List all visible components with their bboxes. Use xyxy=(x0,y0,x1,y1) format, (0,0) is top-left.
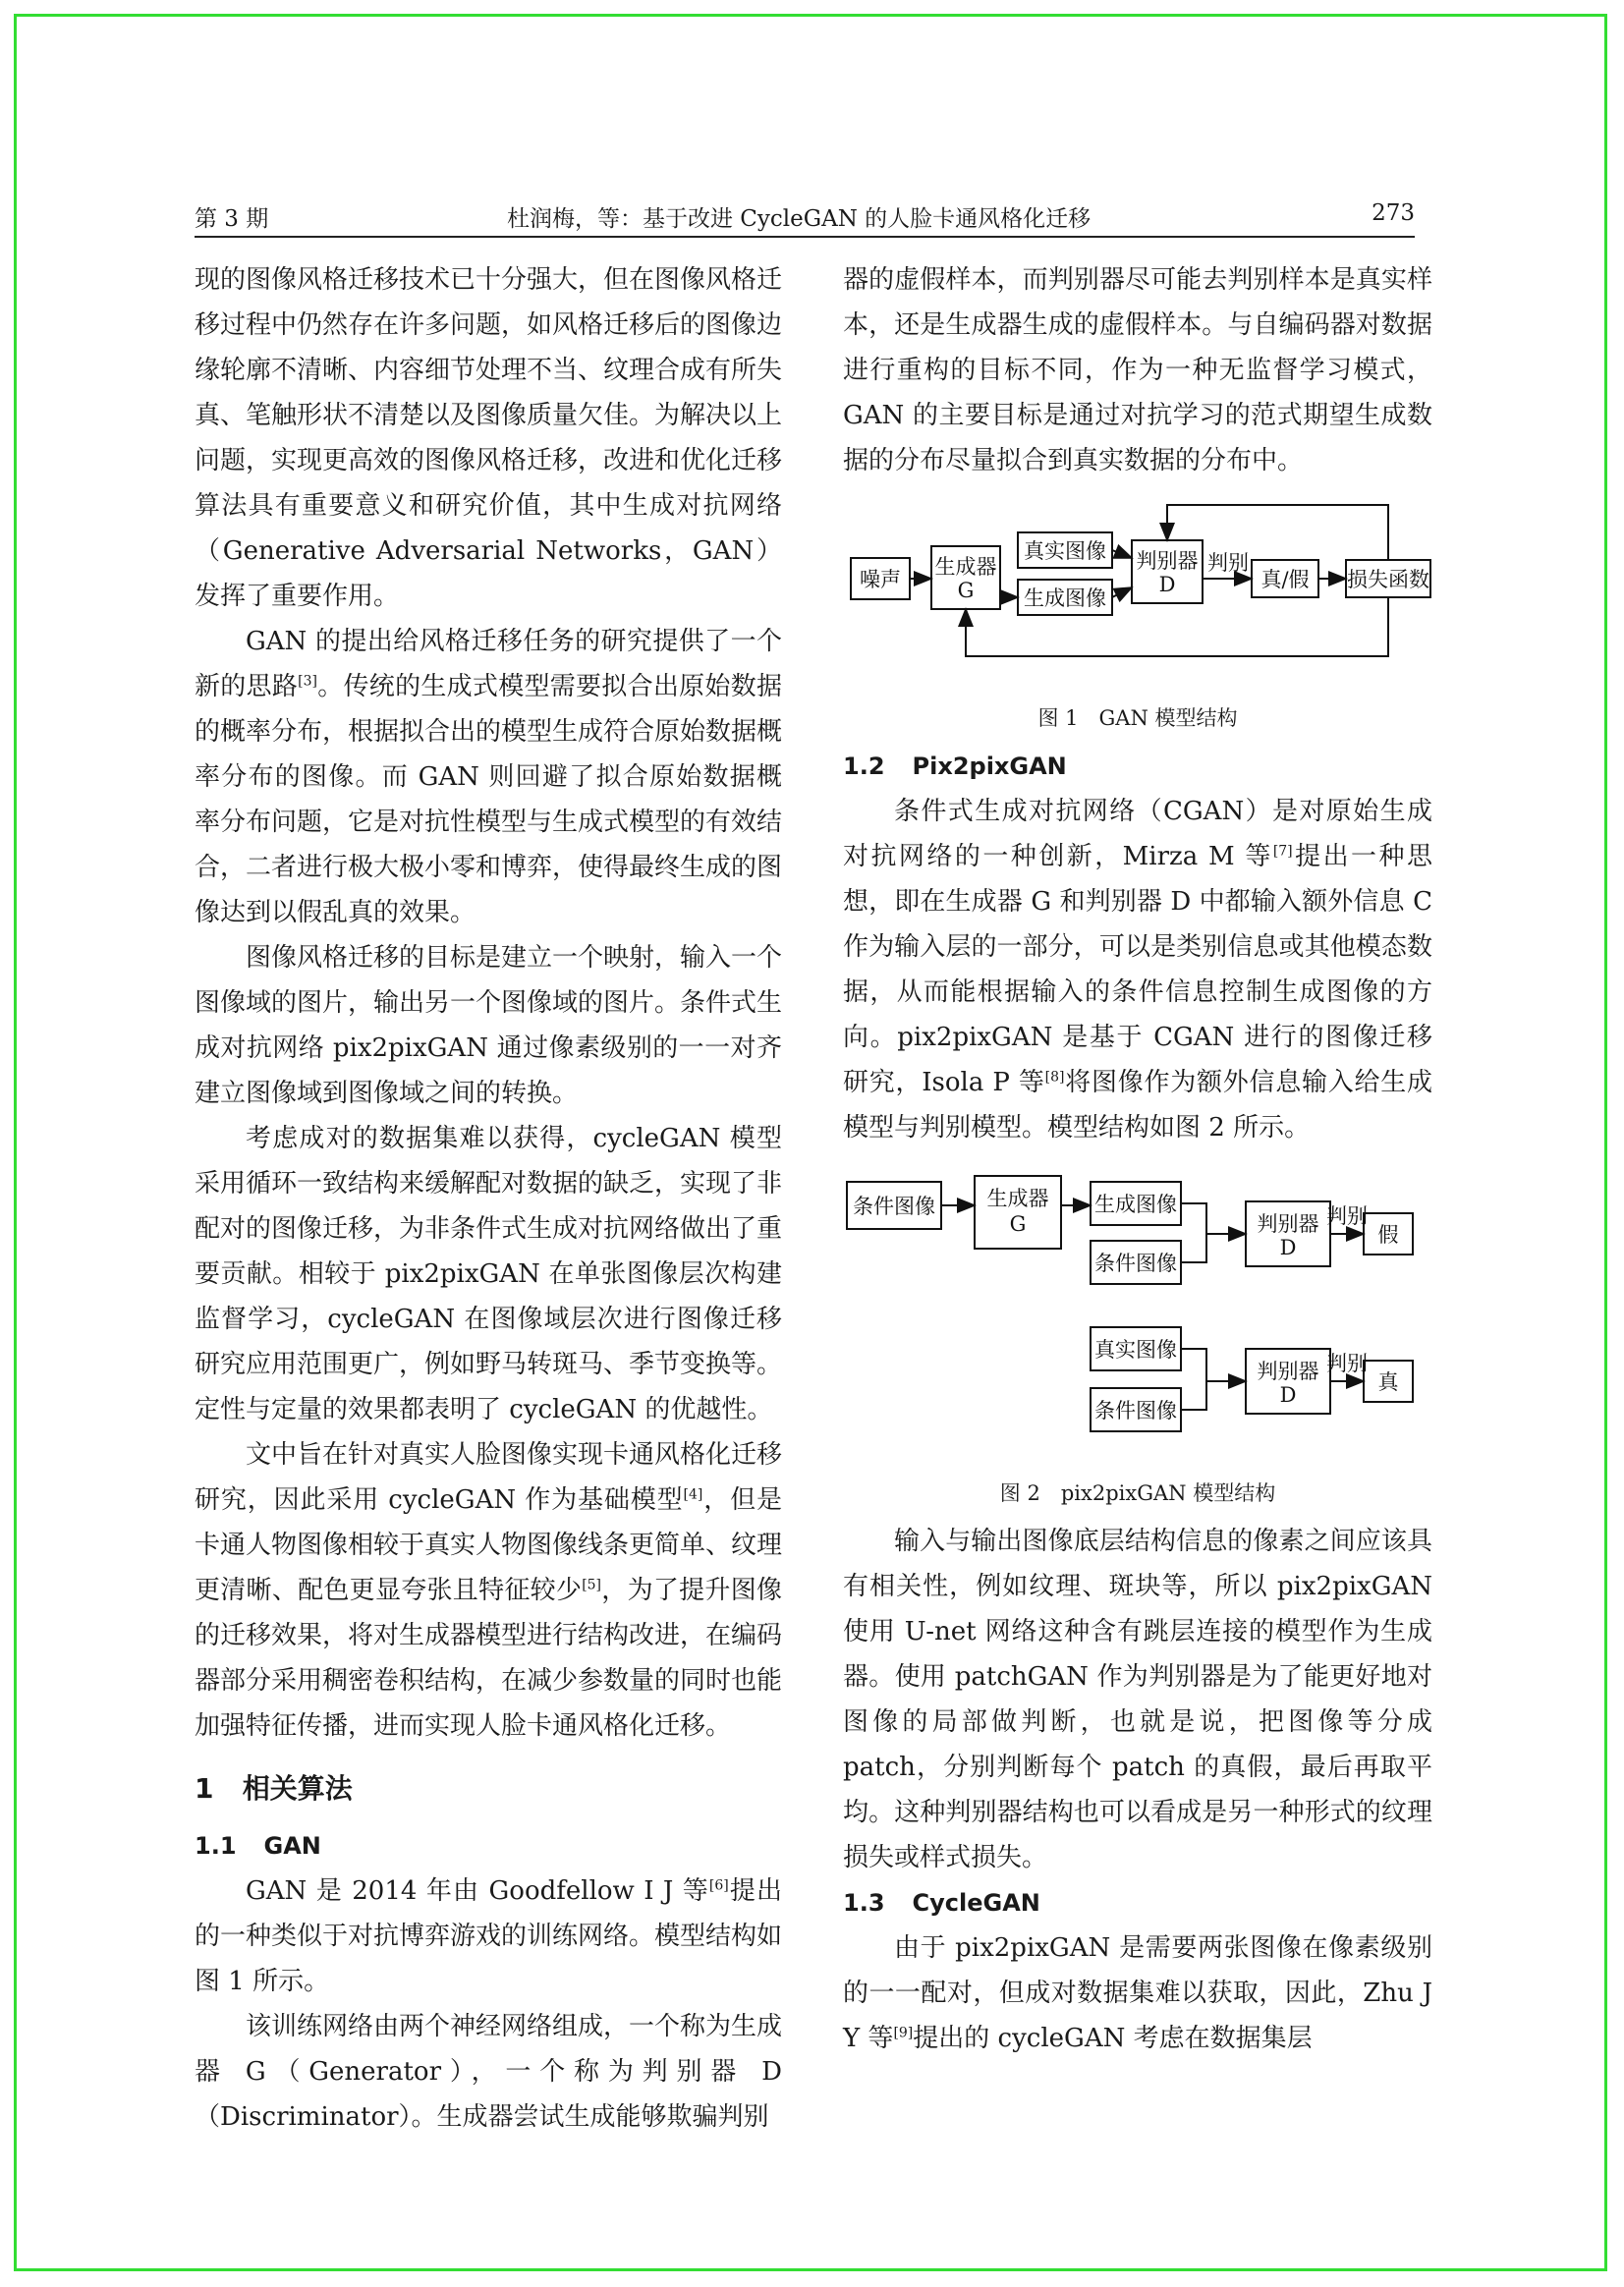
discriminator-label: 判别器 xyxy=(1257,1212,1319,1236)
fake-label: 假 xyxy=(1377,1223,1399,1247)
paragraph: 现的图像风格迁移技术已十分强大，但在图像风格迁移过程中仍然存在许多问题，如风格迁移后的图像边缘轮廓不清晰、内容细节处理不当、纹理合成有所失真、笔触形状不清楚以及图像质量欠佳。为解决以上问题，实现更高效的图像风格迁移，改进和优化迁移算法具有重要意义和研究价值，其中生成对抗网络（Generative Adversarial Networks，GAN）发挥了重要作用。 xyxy=(195,265,783,611)
paragraph: 该训练网络由两个神经网络组成，一个称为生成器 G（Generator），一个称为判别器 D（Discriminator）。生成器尝试生成能够欺骗判别 xyxy=(195,2012,783,2132)
right-column xyxy=(843,257,1432,2061)
pix2pix-diagram xyxy=(843,1160,1432,1455)
running-title: 杜润梅，等：基于改进 CycleGAN 的人脸卡通风格化迁移 xyxy=(507,206,1092,232)
generated-image-label: 生成图像 xyxy=(1024,586,1106,610)
subsection-heading: 1.2 Pix2pixGAN xyxy=(843,753,1067,780)
figure-caption: 图 2 pix2pixGAN 模型结构 xyxy=(999,1481,1276,1505)
judge-label: 判别 xyxy=(1326,1204,1368,1228)
generator-label: 生成器 xyxy=(986,1187,1049,1210)
real-image-label: 真实图像 xyxy=(1024,539,1106,563)
citation: [5] xyxy=(582,1577,602,1593)
real-label: 真 xyxy=(1377,1370,1399,1394)
paragraph: 输入与输出图像底层结构信息的像素之间应该具有相关性，例如纹理、斑块等，所以 pix2pixGAN 使用 U-net 网络这种含有跳层连接的模型作为生成器。使用 patchGAN 作为判别器是为了能更好地对图像的局部做判断，也就是说，把图像等分成 patch，分别判断每个 patch 的真假，最后再取平均。这种判别器结构也可以看成是另一种形式的纹理损失或样式损失。 xyxy=(843,1527,1432,1872)
loss-label: 损失函数 xyxy=(1347,568,1429,591)
condition-image-label: 条件图像 xyxy=(853,1195,935,1218)
real-image-label: 真实图像 xyxy=(1094,1338,1177,1362)
svg-text:G: G xyxy=(1009,1212,1027,1236)
citation: [8] xyxy=(1044,1069,1065,1086)
discriminator-label: 判别器 xyxy=(1136,549,1199,573)
paragraph: 考虑成对的数据集难以获得，cycleGAN 模型采用循环一致结构来缓解配对数据的缺乏，实现了非配对的图像迁移，为非条件式生成对抗网络做出了重要贡献。相较于 pix2pixGAN 在单张图像层次构建监督学习，cycleGAN 在图像域层次进行图像迁移研究应用范围更广，例如野马转斑马、季节变换等。定性与定量的效果都表明了 cycleGAN 的优越性。 xyxy=(195,1124,783,1424)
left-column xyxy=(195,257,782,2140)
svg-text:D: D xyxy=(1279,1383,1297,1407)
noise-label: 噪声 xyxy=(860,568,901,591)
issue-label: 第 3 期 xyxy=(195,206,269,232)
section-heading: 1 相关算法 xyxy=(195,1772,353,1805)
paragraph: 图像风格迁移的目标是建立一个映射，输入一个图像域的图片，输出另一个图像域的图片。条件式生成对抗网络 pix2pixGAN 通过像素级别的一一对齐建立图像域到图像域之间的转换。 xyxy=(195,943,783,1108)
running-header xyxy=(195,196,1415,238)
svg-text:G: G xyxy=(957,579,975,602)
paragraph: 由于 pix2pixGAN 是需要两张图像在像素级别的一一配对，但成对数据集难以获取，因此，Zhu J Y 等[9]提出的 cycleGAN 考虑在数据集层 xyxy=(843,1933,1432,2053)
figure-2 xyxy=(843,1160,1432,1509)
judge-label: 判别 xyxy=(1207,551,1249,575)
citation: [4] xyxy=(683,1486,703,1503)
paragraph: 文中旨在针对真实人脸图像实现卡通风格化迁移研究，因此采用 cycleGAN 作为基础模型[4]，但是卡通人物图像相较于真实人物图像线条更简单、纹理更清晰、配色更显夸张且特征较少[5]，为了提升图像的迁移效果，将对生成器模型进行结构改进，在编码器部分采用稠密卷积结构，在减少参数量的同时也能加强特征传播，进而实现人脸卡通风格化迁移。 xyxy=(195,1440,783,1741)
paragraph: GAN 的提出给风格迁移任务的研究提供了一个新的思路[3]。传统的生成式模型需要拟合出原始数据的概率分布，根据拟合出的模型生成符合原始数据概率分布的图像。而 GAN 则回避了拟合原始数据概率分布问题，它是对抗性模型与生成式模型的有效结合，二者进行极大极小零和博弈，使得最终生成的图像达到以假乱真的效果。 xyxy=(195,627,783,927)
discriminator-label: 判别器 xyxy=(1257,1360,1319,1383)
figure-1 xyxy=(843,493,1432,734)
citation: [7] xyxy=(1272,843,1293,860)
citation: [3] xyxy=(298,673,317,690)
paragraph: 条件式生成对抗网络（CGAN）是对原始生成对抗网络的一种创新，Mirza M 等[7]提出一种思想，即在生成器 G 和判别器 D 中都输入额外信息 C 作为输入层的一部分，可以是类别信息或其他模态数据，从而能根据输入的条件信息控制生成图像的方向。pix2pixGAN 是基于 CGAN 进行的图像迁移研究，Isola P 等[8]将图像作为额外信息输入给生成模型与判别模型。模型结构如图 2 所示。 xyxy=(843,797,1432,1143)
generated-image-label: 生成图像 xyxy=(1094,1193,1177,1216)
page-number: 273 xyxy=(1372,200,1415,226)
citation: [6] xyxy=(708,1877,729,1894)
generator-label: 生成器 xyxy=(934,555,997,579)
figure-caption: 图 1 GAN 模型结构 xyxy=(1037,706,1238,730)
gan-diagram xyxy=(843,493,1432,680)
paragraph: GAN 是 2014 年由 Goodfellow I J 等[6]提出的一种类似于对抗博弈游戏的训练网络。模型结构如图 1 所示。 xyxy=(195,1876,783,1996)
citation: [9] xyxy=(893,2025,914,2041)
paragraph: 器的虚假样本，而判别器尽可能去判别样本是真实样本，还是生成器生成的虚假样本。与自编码器对数据进行重构的目标不同，作为一种无监督学习模式，GAN 的主要目标是通过对抗学习的范式期望生成数据的分布尽量拟合到真实数据的分布中。 xyxy=(843,265,1432,475)
condition-image-label: 条件图像 xyxy=(1094,1252,1177,1275)
subsection-heading: 1.1 GAN xyxy=(195,1832,321,1860)
condition-image-label: 条件图像 xyxy=(1094,1399,1177,1422)
svg-text:D: D xyxy=(1158,573,1176,596)
subsection-heading: 1.3 CycleGAN xyxy=(843,1889,1040,1917)
svg-text:D: D xyxy=(1279,1236,1297,1259)
real-fake-label: 真/假 xyxy=(1260,568,1310,591)
judge-label: 判别 xyxy=(1326,1352,1368,1375)
